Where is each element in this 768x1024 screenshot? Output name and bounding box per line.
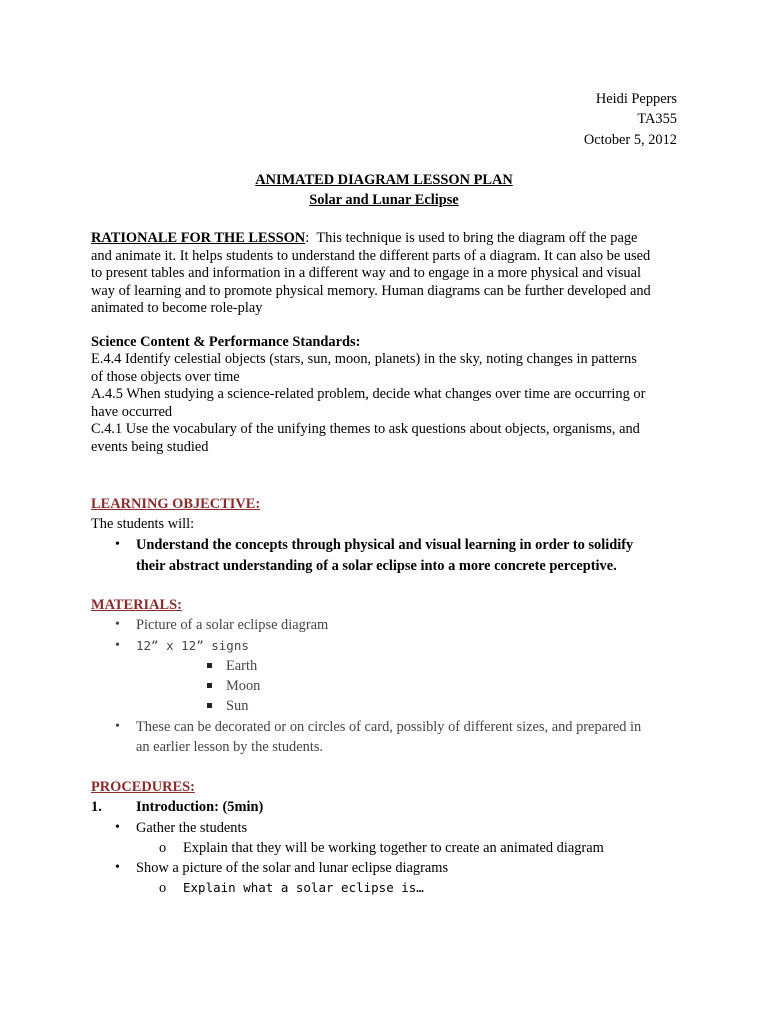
procedure-step-number: 1. — [91, 799, 102, 815]
materials-bullet-3-dot: • — [115, 719, 120, 734]
standards-heading: Science Content & Performance Standards: — [91, 334, 361, 350]
standard-a45-line-1: A.4.5 When studying a science-related problem, decide what changes over time are occurring or — [91, 386, 646, 403]
procedure-bullet-1-dot: • — [115, 820, 120, 835]
procedure-sub-2-marker: o — [159, 880, 167, 896]
standard-c41-line-1: C.4.1 Use the vocabulary of the unifying themes to ask questions about objects, organisms, and — [91, 421, 640, 438]
materials-bullet-1-dot: • — [115, 617, 120, 632]
sign-moon-marker — [207, 683, 212, 688]
document-date: October 5, 2012 — [583, 132, 677, 148]
objective-bullet-dot: • — [115, 537, 120, 552]
standard-e44-line-1: E.4.4 Identify celestial objects (stars, sun, moon, planets) in the sky, noting changes in patterns — [91, 351, 637, 367]
materials-heading: MATERIALS: — [91, 597, 182, 613]
materials-item-diagram: Picture of a solar eclipse diagram — [136, 617, 329, 633]
rationale-line-3: to present tables and information in a different way and to engage in a more physical and visual — [91, 265, 642, 282]
materials-note-line-1: These can be decorated or on circles of card, possibly of different sizes, and prepared in — [136, 719, 642, 735]
standard-e44-line-2: of those objects over time — [91, 368, 240, 385]
rationale-line-1: This technique is used to bring the diagram off the page — [316, 230, 638, 246]
objective-intro: The students will: — [91, 516, 195, 532]
procedures-heading: PROCEDURES: — [91, 779, 195, 795]
procedure-bullet-2-dot: • — [115, 860, 120, 875]
sign-earth-marker — [207, 663, 212, 668]
sign-sun: Sun — [226, 698, 249, 714]
sign-moon: Moon — [226, 678, 261, 694]
rationale-line-2: and animate it. It helps students to understand the different parts of a diagram. It can also be used — [91, 247, 651, 264]
procedure-sub-explain-animated: Explain that they will be working together to create an animated diagram — [183, 840, 604, 856]
rationale-paragraph — [91, 230, 681, 318]
rationale-line-4: way of learning and to promote physical memory. Human diagrams can be further developed and — [91, 282, 651, 299]
author-name: Heidi Peppers — [595, 91, 677, 107]
document-title: ANIMATED DIAGRAM LESSON PLAN — [255, 172, 513, 188]
procedure-bullet-show-picture: Show a picture of the solar and lunar eclipse diagrams — [136, 860, 449, 876]
procedure-sub-1-marker: o — [159, 840, 167, 856]
sign-sun-marker — [207, 703, 212, 708]
procedure-bullet-gather: Gather the students — [136, 820, 248, 836]
sign-earth: Earth — [226, 658, 258, 674]
standards-list — [91, 351, 681, 457]
document-subtitle: Solar and Lunar Eclipse — [309, 192, 459, 208]
objective-line-2: their abstract understanding of a solar eclipse into a more concrete perceptive. — [136, 558, 617, 574]
procedure-sub-explain-eclipse: Explain what a solar eclipse is… — [183, 880, 424, 895]
rationale-colon: : — [305, 230, 310, 246]
materials-note-line-2: an earlier lesson by the students. — [136, 739, 324, 755]
materials-bullet-2-dot: • — [115, 638, 120, 653]
standard-a45-line-2: have occurred — [91, 403, 173, 420]
rationale-label: RATIONALE FOR THE LESSON — [91, 230, 306, 246]
standard-c41-line-2: events being studied — [91, 438, 209, 455]
rationale-line-5: animated to become role-play — [91, 300, 263, 317]
materials-item-signs: 12” x 12” signs — [136, 638, 249, 653]
course-code: TA355 — [637, 111, 677, 127]
procedure-step-title: Introduction: (5min) — [136, 799, 264, 815]
objective-heading: LEARNING OBJECTIVE: — [91, 496, 261, 512]
objective-line-1: Understand the concepts through physical and visual learning in order to solidify — [136, 537, 634, 553]
